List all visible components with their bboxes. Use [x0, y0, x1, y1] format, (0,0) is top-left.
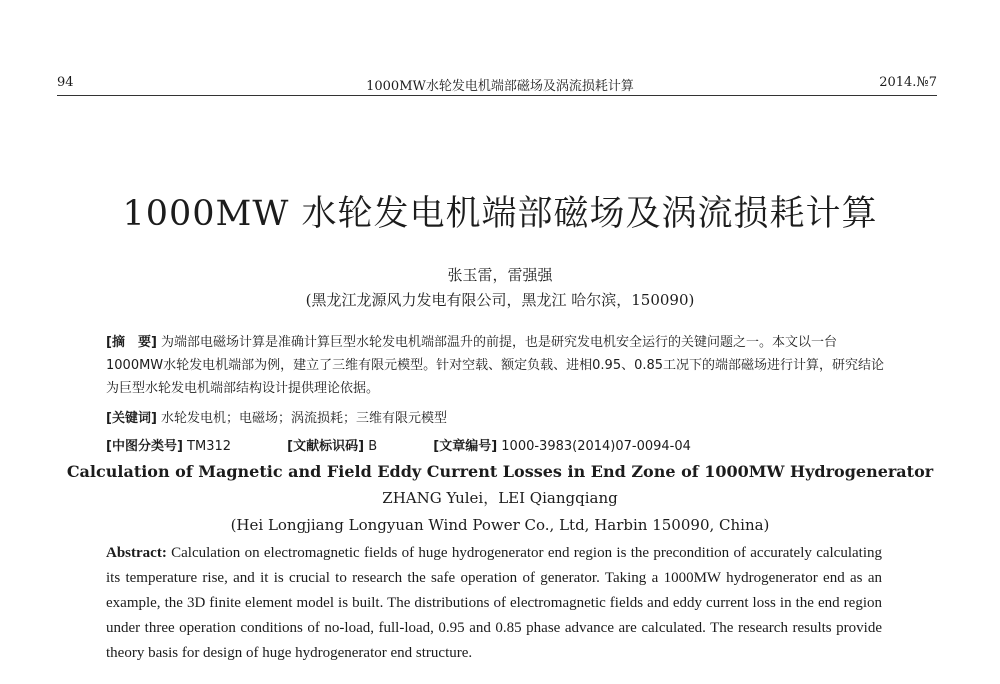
clc-field — [106, 439, 257, 454]
chinese-abstract — [106, 331, 886, 400]
clc-value: TM312 — [187, 439, 232, 454]
chinese-title: 1000MW 水轮发电机端部磁场及涡流损耗计算 — [122, 194, 878, 234]
english-affiliation: (Hei Longjiang Longyuan Wind Power Co., Ltd, Harbin 150090, China) — [230, 516, 770, 534]
running-title: 1000MW水轮发电机端部磁场及涡流损耗计算 — [366, 79, 634, 94]
chinese-keywords-text: 水轮发电机；电磁场；涡流损耗；三维有限元模型 — [161, 411, 448, 426]
chinese-abstract-label: [摘 要] — [106, 335, 157, 350]
chinese-keywords — [106, 407, 886, 430]
doc-code-label: [文献标识码] — [287, 439, 365, 454]
article-no-value: 1000-3983(2014)07-0094-04 — [501, 439, 691, 454]
english-title: Calculation of Magnetic and Field Eddy Current Losses in End Zone of 1000MW Hydrogenerator — [66, 462, 934, 481]
english-abstract — [106, 541, 882, 666]
page-number: 94 — [57, 75, 74, 90]
doc-code-value: B — [368, 439, 378, 454]
english-abstract-label: Abstract: — [106, 545, 167, 561]
issue-number: 2014.№7 — [879, 75, 937, 90]
chinese-authors: 张玉雷，雷强强 — [447, 266, 553, 284]
chinese-keywords-label: [关键词] — [106, 411, 157, 426]
article-no-field — [433, 439, 717, 454]
classification-info — [106, 435, 886, 458]
doc-code-field — [287, 439, 403, 454]
english-authors: ZHANG Yulei，LEI Qiangqiang — [382, 489, 618, 507]
article-no-label: [文章编号] — [433, 439, 498, 454]
chinese-abstract-text: 为端部电磁场计算是准确计算巨型水轮发电机端部温升的前提，也是研究发电机安全运行的关键问题之一。本文以一台1000MW水轮发电机端部为例，建立了三维有限元模型。针对空载、额定负载、进相0.95、0.85工况下的端部磁场进行计算，研究结论为巨型水轮发电机端部结构设计提供理论依据。 — [106, 335, 885, 396]
clc-label: [中图分类号] — [106, 439, 183, 454]
header-rule — [57, 95, 937, 96]
english-abstract-text: Calculation on electromagnetic fields of huge hydrogenerator end region is the precondition of accurately calculating its temperature rise, and it is crucial to research the safe operation of generator. Taking a 1000MW hydrogenerator end as an example, the 3D finite element model is built. The distributions of electromagnetic fields and eddy current loss in the end region under three operation conditions of no-load, full-load, 0.95 and 0.85 phase advance are calculated. The research results provide theory basis for design of huge hydrogenerator end structure. — [106, 545, 882, 661]
chinese-affiliation: (黑龙江龙源风力发电有限公司，黑龙江 哈尔滨，150090) — [305, 291, 695, 309]
